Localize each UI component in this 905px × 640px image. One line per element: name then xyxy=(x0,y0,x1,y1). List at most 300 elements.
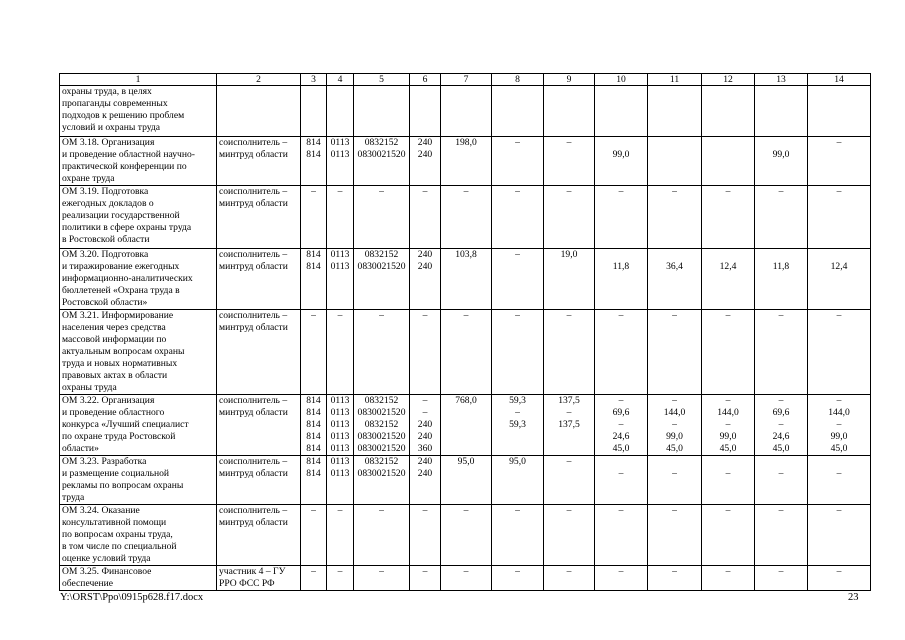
value-cell xyxy=(354,86,410,137)
cell-text: – xyxy=(422,407,428,418)
cell-text: труда и новых нормативных xyxy=(62,358,178,369)
cell-text: 0113 xyxy=(330,137,350,148)
footer-file-path: Y:\ORST\Ppo\0915p628.f17.docx xyxy=(60,592,204,603)
cell-text: 59,3 xyxy=(509,419,526,430)
value-cell xyxy=(808,186,871,249)
cell-text: 0113 xyxy=(330,431,350,442)
cell-text xyxy=(810,456,868,468)
cell-text: минтруд области xyxy=(219,322,288,333)
cell-text: 137,5 xyxy=(558,395,580,406)
cell-text: – xyxy=(672,395,677,406)
value-cell xyxy=(702,86,755,137)
cell-text: 198,0 xyxy=(455,137,477,148)
cell-text: минтруд области xyxy=(219,517,288,528)
cell-text: – xyxy=(618,419,624,430)
column-number-4: 4 xyxy=(327,74,354,86)
cell-text: 12,4 xyxy=(830,261,848,272)
cell-text: – xyxy=(672,566,677,577)
executor-cell xyxy=(217,395,301,456)
cell-text: 240 xyxy=(417,419,433,430)
value-cell xyxy=(544,186,595,249)
value-cell xyxy=(410,86,441,137)
table-row xyxy=(60,137,871,186)
cell-text: охране труда xyxy=(62,173,115,184)
cell-text: актуальным вопросам охраны xyxy=(62,346,185,357)
column-number-7: 7 xyxy=(441,74,492,86)
cell-text: 0113 xyxy=(330,149,350,160)
cell-text: правовых актах в области xyxy=(62,370,168,381)
column-number-8: 8 xyxy=(492,74,544,86)
cell-text: – xyxy=(672,505,677,516)
activity-name-cell xyxy=(60,566,217,591)
cell-text: – xyxy=(566,186,572,197)
table-row xyxy=(60,186,871,249)
value-cell xyxy=(702,456,755,505)
value-cell xyxy=(595,249,648,310)
cell-text: 99,0 xyxy=(830,431,848,442)
value-cell xyxy=(808,395,871,456)
cell-text: условий и охраны труда xyxy=(62,122,161,133)
cell-text: 240 xyxy=(417,261,433,272)
cell-text: – xyxy=(566,137,572,148)
cell-text: оценке условий труда xyxy=(62,553,151,564)
cell-text: – xyxy=(566,505,572,516)
cell-text: – xyxy=(311,186,316,197)
cell-text: 103,8 xyxy=(455,249,477,260)
cell-text: 99,0 xyxy=(612,149,630,160)
column-number-6: 6 xyxy=(410,74,441,86)
value-cell xyxy=(702,137,755,186)
table-row xyxy=(60,249,871,310)
value-cell xyxy=(441,186,492,249)
value-cell xyxy=(301,249,327,310)
executor-cell xyxy=(217,137,301,186)
column-number-10: 10 xyxy=(595,74,648,86)
cell-text: 12,4 xyxy=(719,261,737,272)
value-cell xyxy=(702,505,755,566)
cell-text: – xyxy=(422,566,428,577)
cell-text: конкурса «Лучший специалист xyxy=(62,419,189,430)
cell-text: 240 xyxy=(417,468,433,479)
cell-text xyxy=(757,137,805,149)
cell-text xyxy=(704,456,752,468)
activity-name-cell xyxy=(60,186,217,249)
value-cell xyxy=(327,456,354,505)
value-cell xyxy=(544,456,595,505)
value-cell xyxy=(595,137,648,186)
cell-text: соисполнитель – xyxy=(219,249,288,260)
cell-text: – xyxy=(311,310,316,321)
cell-text: 0830021520 xyxy=(357,261,406,272)
cell-text: – xyxy=(618,505,624,516)
cell-text: 240 xyxy=(417,149,433,160)
value-cell xyxy=(354,395,410,456)
value-cell xyxy=(648,505,702,566)
cell-text: 69,6 xyxy=(772,407,790,418)
cell-text: и размещение социальной xyxy=(62,468,170,479)
cell-text: – xyxy=(618,395,624,406)
cell-text: 0113 xyxy=(330,395,350,406)
value-cell xyxy=(410,310,441,395)
cell-text: – xyxy=(515,505,520,516)
cell-text: ОМ 3.23. Разработка xyxy=(62,456,147,467)
cell-text: 99,0 xyxy=(719,431,737,442)
value-cell xyxy=(327,395,354,456)
table-row xyxy=(60,310,871,395)
cell-text: населения через средства xyxy=(62,322,166,333)
cell-text: 144,0 xyxy=(828,407,850,418)
cell-text: – xyxy=(778,419,784,430)
cell-text: – xyxy=(672,310,677,321)
value-cell xyxy=(544,249,595,310)
cell-text: соисполнитель – xyxy=(219,186,288,197)
table-row xyxy=(60,566,871,591)
value-cell xyxy=(410,249,441,310)
cell-text: 69,6 xyxy=(612,407,630,418)
column-number-2: 2 xyxy=(217,74,301,86)
cell-text: минтруд области xyxy=(219,149,288,160)
value-cell xyxy=(410,505,441,566)
cell-text: – xyxy=(422,310,428,321)
value-cell xyxy=(595,456,648,505)
value-cell xyxy=(492,86,544,137)
cell-text: 814 xyxy=(306,468,321,479)
cell-text: области» xyxy=(62,443,99,454)
cell-text: – xyxy=(422,186,428,197)
column-number-3: 3 xyxy=(301,74,327,86)
cell-text: пропаганды современных xyxy=(62,98,168,109)
cell-text: – xyxy=(725,419,731,430)
cell-text: 0113 xyxy=(330,249,350,260)
value-cell xyxy=(354,310,410,395)
value-cell xyxy=(327,249,354,310)
cell-text: 0830021520 xyxy=(357,468,406,479)
cell-text: – xyxy=(836,468,842,479)
cell-text: – xyxy=(618,468,624,479)
column-number-9: 9 xyxy=(544,74,595,86)
cell-text: – xyxy=(725,310,731,321)
value-cell xyxy=(808,310,871,395)
value-cell xyxy=(354,505,410,566)
cell-text: – xyxy=(566,566,572,577)
cell-text: массовой информации по xyxy=(62,334,167,345)
value-cell xyxy=(492,505,544,566)
cell-text: 45,0 xyxy=(719,443,737,454)
cell-text: 0832152 xyxy=(364,395,399,406)
cell-text: – xyxy=(836,419,842,430)
value-cell xyxy=(808,137,871,186)
cell-text: 0830021520 xyxy=(357,431,406,442)
cell-text: 11,8 xyxy=(612,261,630,272)
value-cell xyxy=(492,186,544,249)
value-cell xyxy=(301,505,327,566)
program-activities-table xyxy=(59,73,871,591)
value-cell xyxy=(755,310,808,395)
column-number-12: 12 xyxy=(702,74,755,86)
cell-text: – xyxy=(515,407,520,418)
cell-text: 19,0 xyxy=(560,249,578,260)
cell-text: 814 xyxy=(306,137,321,148)
value-cell xyxy=(544,86,595,137)
value-cell xyxy=(492,395,544,456)
cell-text: и проведение областной научно- xyxy=(62,149,195,160)
cell-text: 144,0 xyxy=(663,407,686,418)
value-cell xyxy=(327,137,354,186)
value-cell xyxy=(648,186,702,249)
cell-text: – xyxy=(672,419,677,430)
cell-text: информационно-аналитических xyxy=(62,273,193,284)
value-cell xyxy=(808,505,871,566)
cell-text: ОМ 3.21. Информирование xyxy=(62,310,174,321)
value-cell xyxy=(755,456,808,505)
activity-name-cell xyxy=(60,249,217,310)
cell-text: – xyxy=(778,468,784,479)
value-cell xyxy=(755,86,808,137)
value-cell xyxy=(492,249,544,310)
cell-text: 45,0 xyxy=(772,443,790,454)
cell-text: – xyxy=(725,468,731,479)
executor-cell xyxy=(217,310,301,395)
cell-text: – xyxy=(836,505,842,516)
cell-text: – xyxy=(337,505,343,516)
cell-text: 0113 xyxy=(330,456,350,467)
value-cell xyxy=(595,505,648,566)
value-cell xyxy=(301,456,327,505)
cell-text: 814 xyxy=(306,261,321,272)
cell-text: 240 xyxy=(417,137,433,148)
cell-text: минтруд области xyxy=(219,198,288,209)
cell-text xyxy=(597,137,645,149)
table-row xyxy=(60,505,871,566)
cell-text: – xyxy=(725,505,731,516)
value-cell xyxy=(354,249,410,310)
value-cell xyxy=(327,505,354,566)
value-cell xyxy=(354,137,410,186)
column-number-14: 14 xyxy=(808,74,871,86)
value-cell xyxy=(301,395,327,456)
cell-text: – xyxy=(836,566,842,577)
value-cell xyxy=(492,566,544,591)
value-cell xyxy=(301,86,327,137)
cell-text: – xyxy=(778,310,784,321)
cell-text: – xyxy=(515,249,520,260)
cell-text: соисполнитель – xyxy=(219,505,288,516)
value-cell xyxy=(492,456,544,505)
executor-cell xyxy=(217,249,301,310)
value-cell xyxy=(702,395,755,456)
value-cell xyxy=(702,186,755,249)
cell-text: – xyxy=(515,137,520,148)
value-cell xyxy=(702,310,755,395)
cell-text xyxy=(757,456,805,468)
cell-text: – xyxy=(725,566,731,577)
cell-text xyxy=(650,249,699,261)
value-cell xyxy=(410,395,441,456)
value-cell xyxy=(441,137,492,186)
cell-text: по вопросам охраны труда, xyxy=(62,529,173,540)
value-cell xyxy=(595,566,648,591)
cell-text: реализации государственной xyxy=(62,210,180,221)
value-cell xyxy=(327,86,354,137)
cell-text: – xyxy=(515,566,520,577)
value-cell xyxy=(410,186,441,249)
cell-text: рекламы по вопросам охраны xyxy=(62,480,184,491)
value-cell xyxy=(441,505,492,566)
cell-text: – xyxy=(618,186,624,197)
cell-text: ежегодных докладов о xyxy=(62,198,154,209)
value-cell xyxy=(648,395,702,456)
value-cell xyxy=(301,310,327,395)
cell-text: 0113 xyxy=(330,407,350,418)
cell-text: – xyxy=(463,566,469,577)
cell-text: 0113 xyxy=(330,468,350,479)
activity-name-cell xyxy=(60,456,217,505)
cell-text: 0832152 xyxy=(364,419,399,430)
value-cell xyxy=(544,137,595,186)
value-cell xyxy=(808,86,871,137)
cell-text: – xyxy=(379,186,384,197)
table-row xyxy=(60,86,871,137)
table-row xyxy=(60,395,871,456)
value-cell xyxy=(648,86,702,137)
cell-text: – xyxy=(836,310,842,321)
activity-name-cell xyxy=(60,310,217,395)
value-cell xyxy=(702,566,755,591)
executor-cell xyxy=(217,186,301,249)
cell-text: – xyxy=(379,310,384,321)
value-cell xyxy=(755,505,808,566)
cell-text: охраны труда, в целях xyxy=(62,86,152,97)
cell-text: – xyxy=(337,310,343,321)
value-cell xyxy=(755,566,808,591)
cell-text: – xyxy=(311,505,316,516)
value-cell xyxy=(544,505,595,566)
value-cell xyxy=(595,86,648,137)
value-cell xyxy=(544,395,595,456)
cell-text: труда xyxy=(62,492,85,503)
activity-name-cell xyxy=(60,505,217,566)
value-cell xyxy=(327,186,354,249)
cell-text: ОМ 3.25. Финансовое xyxy=(62,566,152,577)
cell-text xyxy=(597,456,645,468)
value-cell xyxy=(441,566,492,591)
cell-text: соисполнитель – xyxy=(219,456,288,467)
cell-text: 240 xyxy=(417,431,433,442)
value-cell xyxy=(808,249,871,310)
cell-text: 45,0 xyxy=(666,443,683,454)
cell-text: 240 xyxy=(417,249,433,260)
cell-text: 0832152 xyxy=(364,249,399,260)
value-cell xyxy=(755,186,808,249)
cell-text: политики в сфере охраны труда xyxy=(62,222,192,233)
cell-text: 144,0 xyxy=(717,407,739,418)
cell-text xyxy=(650,456,699,468)
cell-text: соисполнитель – xyxy=(219,395,288,406)
value-cell xyxy=(595,395,648,456)
value-cell xyxy=(354,566,410,591)
cell-text: 240 xyxy=(417,456,433,467)
cell-text: 814 xyxy=(306,431,321,442)
cell-text: – xyxy=(463,186,469,197)
cell-text: участник 4 – ГУ xyxy=(219,566,286,577)
cell-text: 24,6 xyxy=(772,431,790,442)
cell-text: 99,0 xyxy=(666,431,683,442)
cell-text: минтруд области xyxy=(219,407,288,418)
value-cell xyxy=(595,310,648,395)
cell-text: 0830021520 xyxy=(357,443,406,454)
column-number-1: 1 xyxy=(60,74,217,86)
cell-text: 768,0 xyxy=(455,395,477,406)
cell-text: 814 xyxy=(306,249,321,260)
activity-name-cell xyxy=(60,86,217,137)
cell-text: – xyxy=(778,395,784,406)
cell-text: – xyxy=(515,310,520,321)
value-cell xyxy=(544,310,595,395)
cell-text: – xyxy=(422,395,428,406)
value-cell xyxy=(755,395,808,456)
value-cell xyxy=(441,395,492,456)
value-cell xyxy=(648,566,702,591)
cell-text: 360 xyxy=(417,443,433,454)
value-cell xyxy=(410,137,441,186)
cell-text: практической конференции по xyxy=(62,161,187,172)
value-cell xyxy=(441,249,492,310)
cell-text: 24,6 xyxy=(612,431,630,442)
value-cell xyxy=(354,456,410,505)
cell-text: – xyxy=(566,407,572,418)
value-cell xyxy=(808,566,871,591)
value-cell xyxy=(595,186,648,249)
cell-text: ОМ 3.18. Организация xyxy=(62,137,155,148)
cell-text: подходов к решению проблем xyxy=(62,110,185,121)
activity-name-cell xyxy=(60,395,217,456)
cell-text: – xyxy=(379,505,384,516)
cell-text: ОМ 3.20. Подготовка xyxy=(62,249,149,260)
page-number: 23 xyxy=(848,592,859,603)
value-cell xyxy=(441,456,492,505)
cell-text: – xyxy=(463,310,469,321)
cell-text: консультативной помощи xyxy=(62,517,167,528)
cell-text: 99,0 xyxy=(772,149,790,160)
cell-text: 814 xyxy=(306,443,321,454)
value-cell xyxy=(410,456,441,505)
cell-text: 0113 xyxy=(330,443,350,454)
activity-name-cell xyxy=(60,137,217,186)
cell-text: – xyxy=(337,186,343,197)
value-cell xyxy=(755,249,808,310)
value-cell xyxy=(544,566,595,591)
cell-text: и проведение областного xyxy=(62,407,165,418)
cell-text: в Ростовской области xyxy=(62,234,150,245)
cell-text: – xyxy=(379,566,384,577)
cell-text: – xyxy=(311,566,316,577)
executor-cell xyxy=(217,456,301,505)
cell-text: по охране труда Ростовской xyxy=(62,431,176,442)
column-number-11: 11 xyxy=(648,74,702,86)
cell-text: охраны труда xyxy=(62,382,117,393)
cell-text: 45,0 xyxy=(830,443,848,454)
value-cell xyxy=(702,249,755,310)
cell-text xyxy=(757,249,805,261)
value-cell xyxy=(441,86,492,137)
cell-text: – xyxy=(566,310,572,321)
value-cell xyxy=(492,137,544,186)
cell-text: 0113 xyxy=(330,419,350,430)
cell-text: – xyxy=(672,468,677,479)
executor-cell xyxy=(217,86,301,137)
cell-text: 11,8 xyxy=(772,261,790,272)
cell-text: РРО ФСС РФ xyxy=(219,578,275,589)
